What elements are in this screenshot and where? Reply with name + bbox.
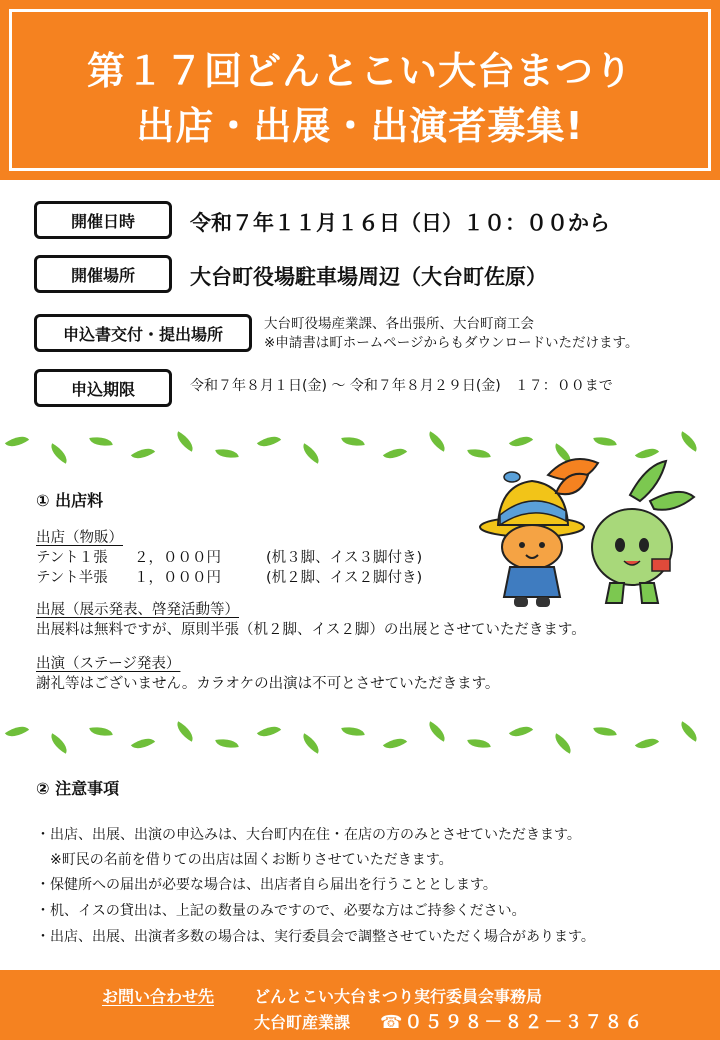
recruitment-title: 出店・出展・出演者募集! [136,104,584,148]
leaf-icon [425,431,450,452]
event-title: 第１７回どんとこい大台まつり [86,49,633,93]
leaf-icon [551,733,576,754]
leaf-icon [509,431,533,453]
apply-value-1: 大台町役場産業課、各出張所、大台町商工会 [264,316,534,332]
deadline-value: 令和７年８月１日(金) 〜 令和７年８月２９日(金) １７：００まで [190,378,613,394]
notice-item: ・机、イスの貸出は、上記の数量のみですので、必要な方はご持参ください。 [36,903,526,919]
leaf-icon [677,431,702,452]
leaf-icon [131,733,155,755]
notice-item: ・出店、出展、出演の申込みは、大台町内在住・在店の方のみとさせていただきます。 [36,827,581,843]
exhibit-heading: 出展（展示発表、啓発活動等） [36,602,239,618]
leaf-icon [677,721,702,742]
leaf-icon [341,724,365,739]
leaf-icon [257,431,281,453]
leaf-icon [509,721,533,743]
date-value: 令和７年１１月１６日（日）１０：００から [190,211,610,235]
leaf-icon [215,736,239,751]
leaf-icon [299,733,324,754]
notice-item: ・出店、出展、出演者多数の場合は、実行委員会で調整させていただく場合があります。 [36,929,595,945]
contact-footer [0,970,720,1040]
contact-phone: ☎０５９８－８２－３７８６ [380,1012,645,1033]
apply-value-2: ※申請書は町ホームページからもダウンロードいただけます。 [264,335,639,351]
booth-heading: 出店（物販） [36,530,123,546]
tent-full-label: テント１張 [36,550,108,566]
stage-heading: 出演（ステージ発表） [36,656,181,672]
tent-half-note: (机２脚、イス２脚付き) [266,570,423,586]
leaf-icon [257,721,281,743]
header-banner [0,0,720,180]
leaf-icon [383,443,407,465]
leaf-icon [425,721,450,742]
venue-label: 開催場所 [34,255,172,293]
tent-full-note: (机３脚、イス３脚付き) [266,550,423,566]
leaf-icon [635,733,659,755]
deadline-label: 申込期限 [34,369,172,407]
exhibit-text: 出展料は無料ですが、原則半張（机２脚、イス２脚）の出展とさせていただきます。 [36,622,586,638]
stage-text: 謝礼等はございません。カラオケの出演は不可とさせていただきます。 [36,676,500,692]
leaf-icon [47,443,72,464]
apply-label: 申込書交付・提出場所 [34,314,252,352]
contact-organization: どんとこい大台まつり実行委員会事務局 [254,987,543,1006]
mascot-character-illustration [470,455,700,615]
leaf-icon [593,724,617,739]
venue-value: 大台町役場駐車場周辺（大台町佐原） [190,265,547,289]
fee-section-title: ① 出店料 [36,491,104,510]
tent-full-price: ２，０００円 [134,550,221,566]
notice-item: ・保健所への届出が必要な場合は、出店者自ら届出を行うこととします。 [36,877,497,893]
tent-half-price: １，０００円 [134,570,221,586]
leaf-divider-bottom [0,720,720,760]
leaf-icon [131,443,155,465]
leaf-icon [467,736,491,751]
leaf-icon [47,733,72,754]
notice-item: ※町民の名前を借りての出店は固くお断りさせていただきます。 [36,852,453,868]
leaf-icon [5,431,29,453]
contact-department: 大台町産業課 [254,1013,351,1032]
tent-half-label: テント半張 [36,570,108,586]
notice-section-title: ② 注意事項 [36,779,120,798]
leaf-icon [89,724,113,739]
leaf-icon [89,434,113,449]
leaf-icon [299,443,324,464]
contact-label: お問い合わせ先 [102,987,215,1006]
leaf-icon [593,434,617,449]
leaf-icon [215,446,239,461]
leaf-icon [173,431,198,452]
leaf-icon [173,721,198,742]
date-label: 開催日時 [34,201,172,239]
leaf-icon [341,434,365,449]
leaf-icon [5,721,29,743]
leaf-icon [383,733,407,755]
